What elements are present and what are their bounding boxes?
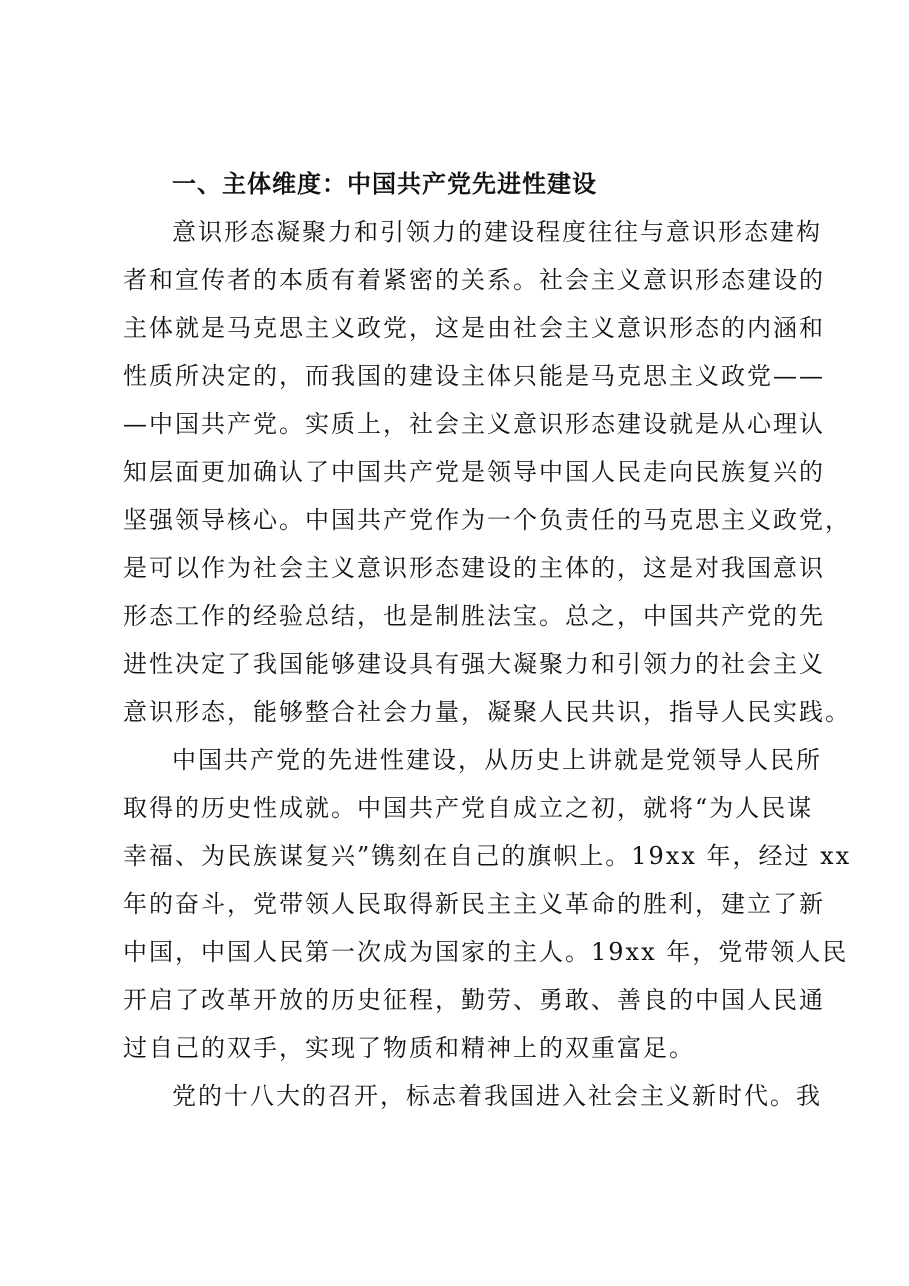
paragraph-line: 意识形态，能够整合社会力量，凝聚人民共识，指导人民实践。 [123,698,851,726]
paragraph-line: 幸福、为民族谋复兴”镌刻在自己的旗帜上。19xx 年，经过 xx [123,842,852,870]
paragraph-line: 坚强领导核心。中国共产党作为一个负责任的马克思主义政党， [123,506,851,534]
paragraph-line: 知层面更加确认了中国共产党是领导中国人民走向民族复兴的 [123,458,825,486]
paragraph-line: 中国，中国人民第一次成为国家的主人。19xx 年，党带领人民 [123,938,849,966]
paragraph-line: 取得的历史性成就。中国共产党自成立之初，就将“为人民谋 [123,794,814,822]
paragraph-line: 意识形态凝聚力和引领力的建设程度往往与意识形态建构 [172,218,822,246]
paragraph-line: 年的奋斗，党带领人民取得新民主主义革命的胜利，建立了新 [123,890,825,918]
section-heading: 一、主体维度：中国共产党先进性建设 [172,170,597,198]
paragraph-line: 中国共产党的先进性建设，从历史上讲就是党领导人民所 [172,746,822,774]
paragraph-line: 过自己的双手，实现了物质和精神上的双重富足。 [123,1034,695,1062]
paragraph-line: —中国共产党。实质上，社会主义意识形态建设就是从心理认 [123,410,825,438]
paragraph-line: 开启了改革开放的历史征程，勤劳、勇敢、善良的中国人民通 [123,986,825,1014]
paragraph-line: 性质所决定的，而我国的建设主体只能是马克思主义政党—— [123,362,825,390]
paragraph-line: 主体就是马克思主义政党，这是由社会主义意识形态的内涵和 [123,314,825,342]
paragraph-line: 者和宣传者的本质有着紧密的关系。社会主义意识形态建设的 [123,266,825,294]
paragraph-line: 进性决定了我国能够建设具有强大凝聚力和引领力的社会主义 [123,650,825,678]
paragraph-line: 形态工作的经验总结，也是制胜法宝。总之，中国共产党的先 [123,602,825,630]
paragraph-line: 党的十八大的召开，标志着我国进入社会主义新时代。我 [172,1082,822,1110]
paragraph-line: 是可以作为社会主义意识形态建设的主体的，这是对我国意识 [123,554,825,582]
